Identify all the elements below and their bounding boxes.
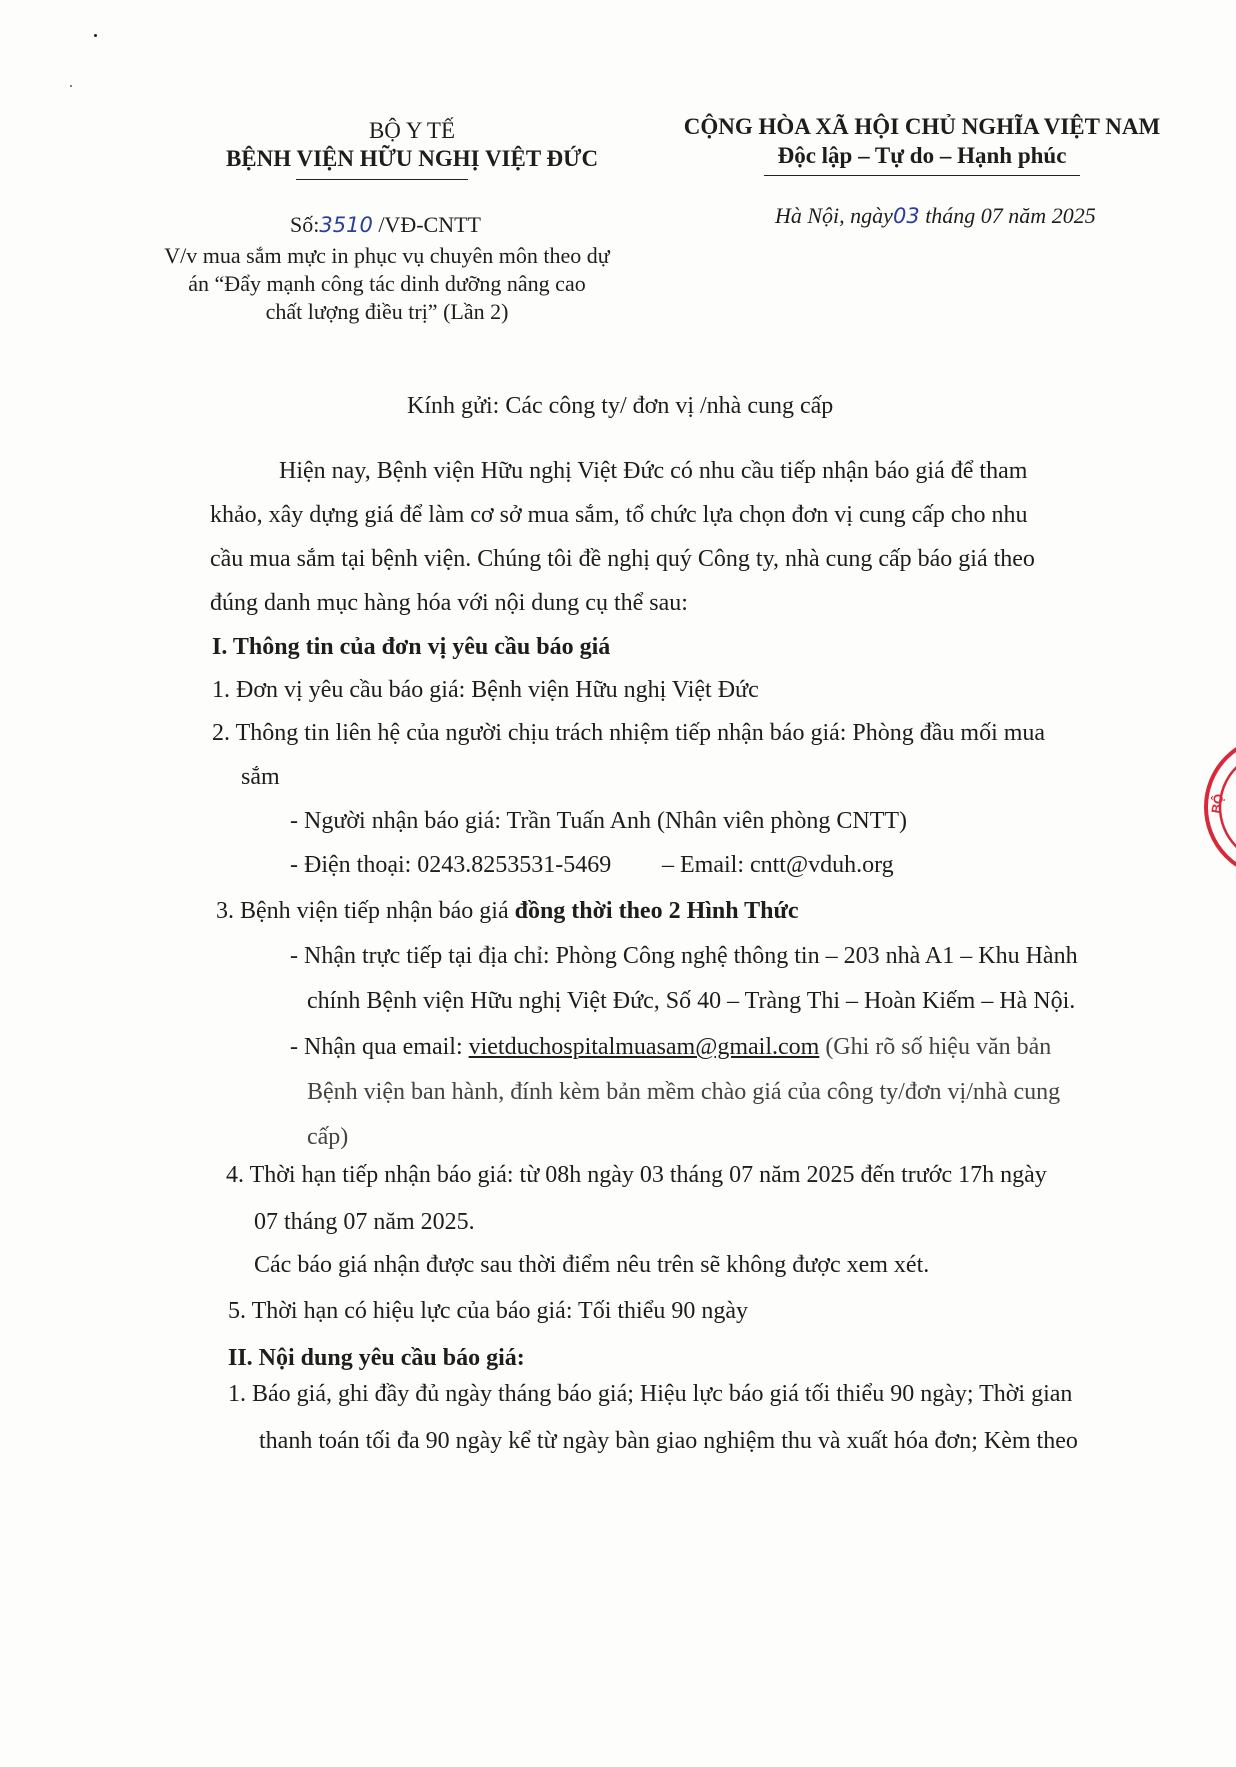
direct-address-line-1: - Nhận trực tiếp tại địa chỉ: Phòng Công nghệ thông tin – 203 nhà A1 – Khu Hành [290, 943, 1078, 969]
item-3-prefix: 3. Bệnh viện tiếp nhận báo giá [216, 898, 515, 924]
ministry-name: BỘ Y TẾ [368, 118, 456, 143]
section-2-item-1-line-2: thanh toán tối đa 90 ngày kể từ ngày bàn giao nghiệm thu và xuất hóa đơn; Kèm theo [259, 1428, 1078, 1454]
date-prefix: Hà Nội, ngày [775, 203, 893, 228]
intro-line-1: Hiện nay, Bệnh viện Hữu nghị Việt Đức có nhu cầu tiếp nhận báo giá để tham [279, 458, 1028, 484]
doc-number-handwritten: 3510 [319, 213, 373, 237]
recipient-line: Kính gửi: Các công ty/ đơn vị /nhà cung cấp [407, 393, 834, 419]
country-name: CỘNG HÒA XÃ HỘI CHỦ NGHĨA VIỆT NAM [683, 114, 1161, 139]
section-1-item-5: 5. Thời hạn có hiệu lực của báo giá: Tối thiểu 90 ngày [228, 1298, 749, 1324]
section-1-item-4-line-2: 07 tháng 07 năm 2025. [254, 1209, 475, 1235]
subject-line-1: V/v mua sắm mực in phục vụ chuyên môn theo dự [164, 243, 610, 268]
motto-underline [764, 175, 1080, 176]
email-submission-note: (Ghi rõ số hiệu văn bản [819, 1034, 1052, 1060]
scan-speck [70, 85, 72, 87]
section-1-item-2-line-2: sắm [241, 764, 280, 790]
official-stamp [1198, 732, 1236, 882]
stamp-text: BỘ [1208, 792, 1227, 815]
section-1-item-2-line-1: 2. Thông tin liên hệ của người chịu trách nhiệm tiếp nhận báo giá: Phòng đầu mối mua [212, 720, 1046, 746]
section-1-item-3 [216, 898, 799, 925]
email-submission-line-3: cấp) [307, 1124, 349, 1150]
section-1-item-1: 1. Đơn vị yêu cầu báo giá: Bệnh viện Hữu nghị Việt Đức [212, 677, 759, 703]
intro-line-2: khảo, xây dựng giá để làm cơ sở mua sắm, tổ chức lựa chọn đơn vị cung cấp cho nhu [210, 502, 1028, 528]
subject-line-2: án “Đẩy mạnh công tác dinh dưỡng nâng cao [188, 271, 586, 296]
document-date [775, 203, 1096, 229]
date-suffix: tháng 07 năm 2025 [919, 203, 1096, 228]
email-submission-line-2: Bệnh viện ban hành, đính kèm bản mềm chào giá của công ty/đơn vị/nhà cung [307, 1079, 1061, 1105]
doc-number-prefix: Số: [290, 212, 320, 237]
hospital-underline [296, 179, 468, 180]
intro-line-3: cầu mua sắm tại bệnh viện. Chúng tôi đề nghị quý Công ty, nhà cung cấp báo giá theo [210, 546, 1035, 572]
subject-line-3: chất lượng điều trị” (Lần 2) [265, 299, 509, 324]
section-2-item-1-line-1: 1. Báo giá, ghi đầy đủ ngày tháng báo giá; Hiệu lực báo giá tối thiểu 90 ngày; Thời gian [228, 1381, 1073, 1407]
scan-speck [94, 34, 97, 37]
doc-number-suffix: /VĐ-CNTT [372, 212, 481, 237]
section-1-title: I. Thông tin của đơn vị yêu cầu báo giá [212, 634, 611, 660]
section-1-item-4-note: Các báo giá nhận được sau thời điểm nêu trên sẽ không được xem xét. [254, 1252, 930, 1278]
receiver-line: - Người nhận báo giá: Trần Tuấn Anh (Nhân viên phòng CNTT) [290, 808, 908, 834]
document-number [290, 212, 481, 238]
hospital-name: BỆNH VIỆN HỮU NGHỊ VIỆT ĐỨC [225, 146, 599, 171]
section-2-title: II. Nội dung yêu cầu báo giá: [228, 1345, 525, 1371]
direct-address-line-2: chính Bệnh viện Hữu nghị Việt Đức, Số 40 – Tràng Thi – Hoàn Kiếm – Hà Nội. [307, 988, 1076, 1014]
email-submission-prefix: - Nhận qua email: [290, 1034, 469, 1060]
phone-line: - Điện thoại: 0243.8253531-5469 [290, 852, 612, 878]
national-motto: Độc lập – Tự do – Hạnh phúc [777, 143, 1067, 168]
date-day-handwritten: 03 [892, 204, 920, 228]
email-submission-line-1 [290, 1034, 1051, 1061]
contact-email: – Email: cntt@vduh.org [662, 852, 894, 878]
submission-email-link[interactable]: vietduchospitalmuasam@gmail.com [468, 1034, 820, 1060]
intro-line-4: đúng danh mục hàng hóa với nội dung cụ thể sau: [210, 590, 688, 616]
section-1-item-4-line-1: 4. Thời hạn tiếp nhận báo giá: từ 08h ngày 03 tháng 07 năm 2025 đến trước 17h ngày [226, 1162, 1047, 1188]
item-3-bold: đồng thời theo 2 Hình Thức [514, 898, 799, 924]
